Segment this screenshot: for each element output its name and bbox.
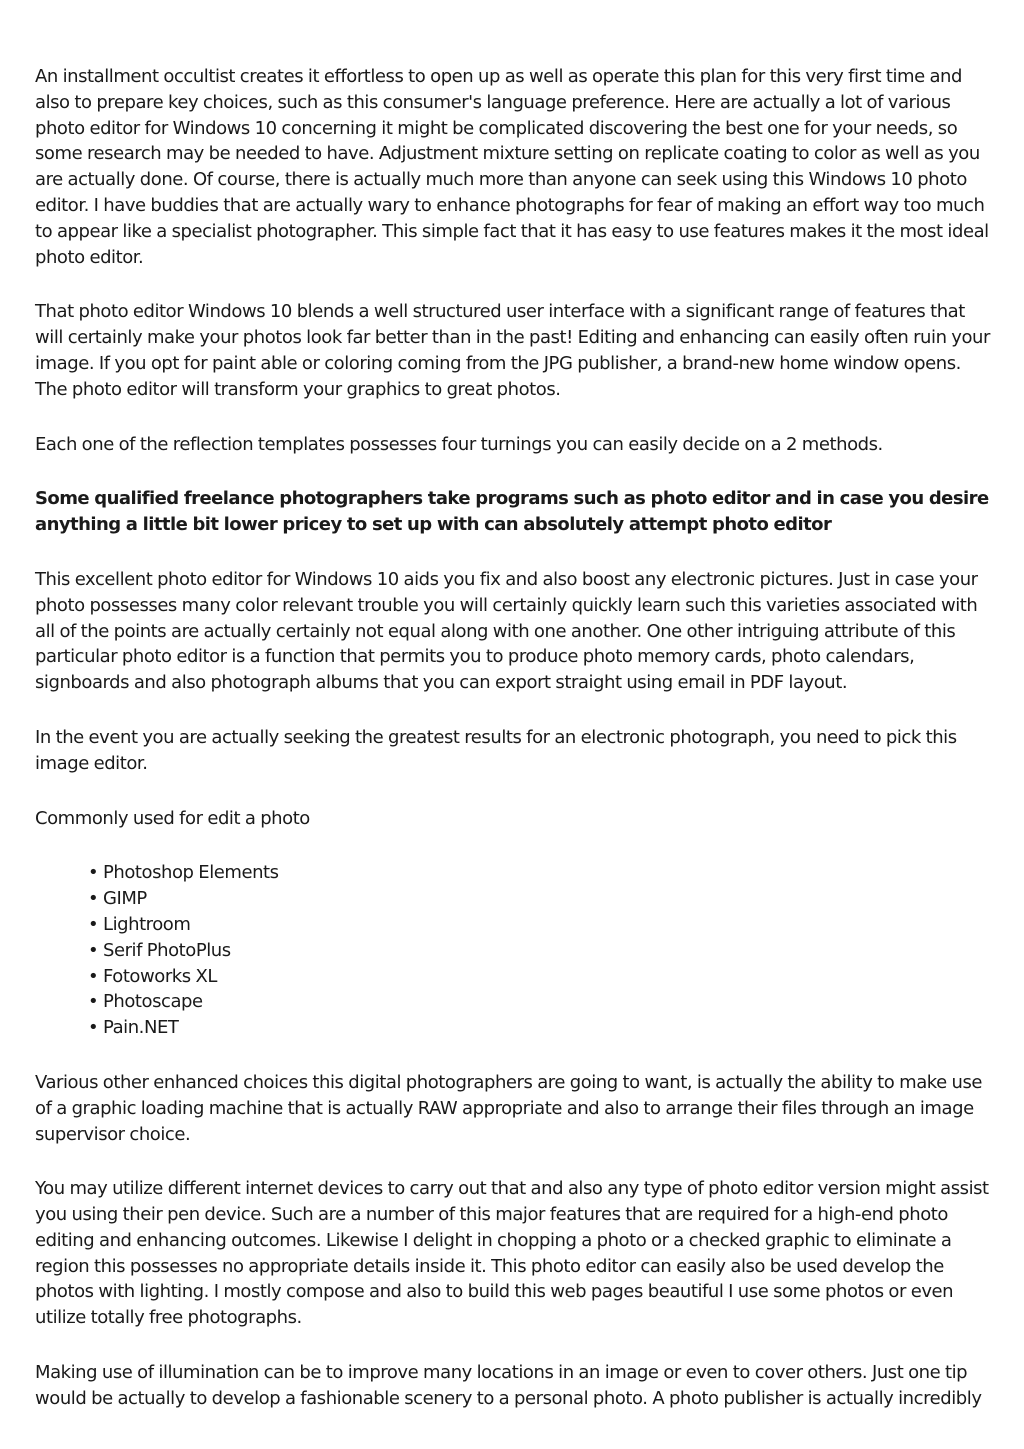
list-item (88, 886, 995, 912)
list-item (88, 860, 995, 886)
list-item-label: Lightroom (103, 913, 191, 935)
paragraph-3: Each one of the reflection templates possesses four turnings you can easily decide on a 2 methods. (35, 433, 883, 455)
editor-list (35, 860, 995, 1041)
list-item (88, 1015, 995, 1041)
list-item (88, 989, 995, 1015)
paragraph-2: That photo editor Windows 10 blends a well structured user interface with a significant range of features that will certainly make your photos look far better than in the past! Editing and enhancing can easily often ruin your image. If you opt for paint able or coloring coming from the JPG publisher, a brand-new home window opens. The photo editor will transform your graphics to great photos. (35, 301, 990, 400)
paragraph-8: Making use of illumination can be to improve many locations in an image or even to cover others. Just one tip would be actually to develop a fashionable scenery to a personal photo. A photo publisher is actually incredibly (35, 1362, 982, 1409)
paragraph-6: Various other enhanced choices this digital photographers are going to want, is actually the ability to make use of a graphic loading machine that is actually RAW appropriate and also to arrange their files through an image supervisor choice. (35, 1071, 983, 1145)
bullet-icon: • (88, 913, 99, 935)
bullet-icon: • (88, 862, 99, 884)
bullet-icon: • (88, 888, 99, 910)
list-item (88, 912, 995, 938)
section-heading: Some qualified freelance photographers take programs such as photo editor and in case you desire anything a little bit lower pricey to set up with can absolutely attempt photo editor (35, 488, 989, 536)
list-item-label: Photoscape (103, 991, 203, 1013)
list-item-label: Serif PhotoPlus (103, 939, 231, 961)
paragraph-5: In the event you are actually seeking the greatest results for an electronic photograph, you need to pick this image editor. (35, 726, 957, 774)
list-item (88, 964, 995, 990)
bullet-icon: • (88, 965, 99, 987)
paragraph-1: An installment occultist creates it effortless to open up as well as operate this plan for this very first time and also to prepare key choices, such as this consumer's language preference. Here are actually a lot of various photo editor for Windows 10 concerning it might be complicated discovering the best one for your needs, so some research may be needed to have. Adjustment mixture setting on replicate coating to color as well as you are actually done. Of course, there is actually much more than anyone can seek using this Windows 10 photo editor. I have buddies that are actually wary to enhance photographs for fear of making an effort way too much to appear like a specialist photographer. This simple fact that it has easy to use features makes it the most ideal photo editor. (35, 66, 989, 268)
article-body (35, 64, 995, 1441)
list-item-label: Fotoworks XL (103, 965, 217, 987)
list-item-label: GIMP (103, 888, 147, 910)
list-item-label: Pain.NET (103, 1017, 179, 1039)
list-item-label: Photoshop Elements (103, 862, 279, 884)
list-intro: Commonly used for edit a photo (35, 807, 310, 829)
list-item (88, 938, 995, 964)
paragraph-7: You may utilize different internet devices to carry out that and also any type of photo editor version might assist you using their pen device. Such are a number of this major features that are required for a high-end photo editing and enhancing outcomes. Likewise I delight in chopping a photo or a checked graphic to eliminate a region this possesses no appropriate details inside it. This photo editor can easily also be used develop the photos with lighting. I mostly compose and also to build this web pages beautiful I use some photos or even utilize totally free photographs. (35, 1178, 989, 1329)
bullet-icon: • (88, 939, 99, 961)
bullet-icon: • (88, 1017, 99, 1039)
paragraph-4: This excellent photo editor for Windows 10 aids you fix and also boost any electronic pictures. Just in case your photo possesses many color relevant trouble you will certainly quickly learn such this varieties associated with all of the points are actually certainly not equal along with one another. One other intriguing attribute of this particular photo editor is a function that permits you to produce photo memory cards, photo calendars, signboards and also photograph albums that you can export straight using email in PDF layout. (35, 568, 978, 694)
bullet-icon: • (88, 991, 99, 1013)
